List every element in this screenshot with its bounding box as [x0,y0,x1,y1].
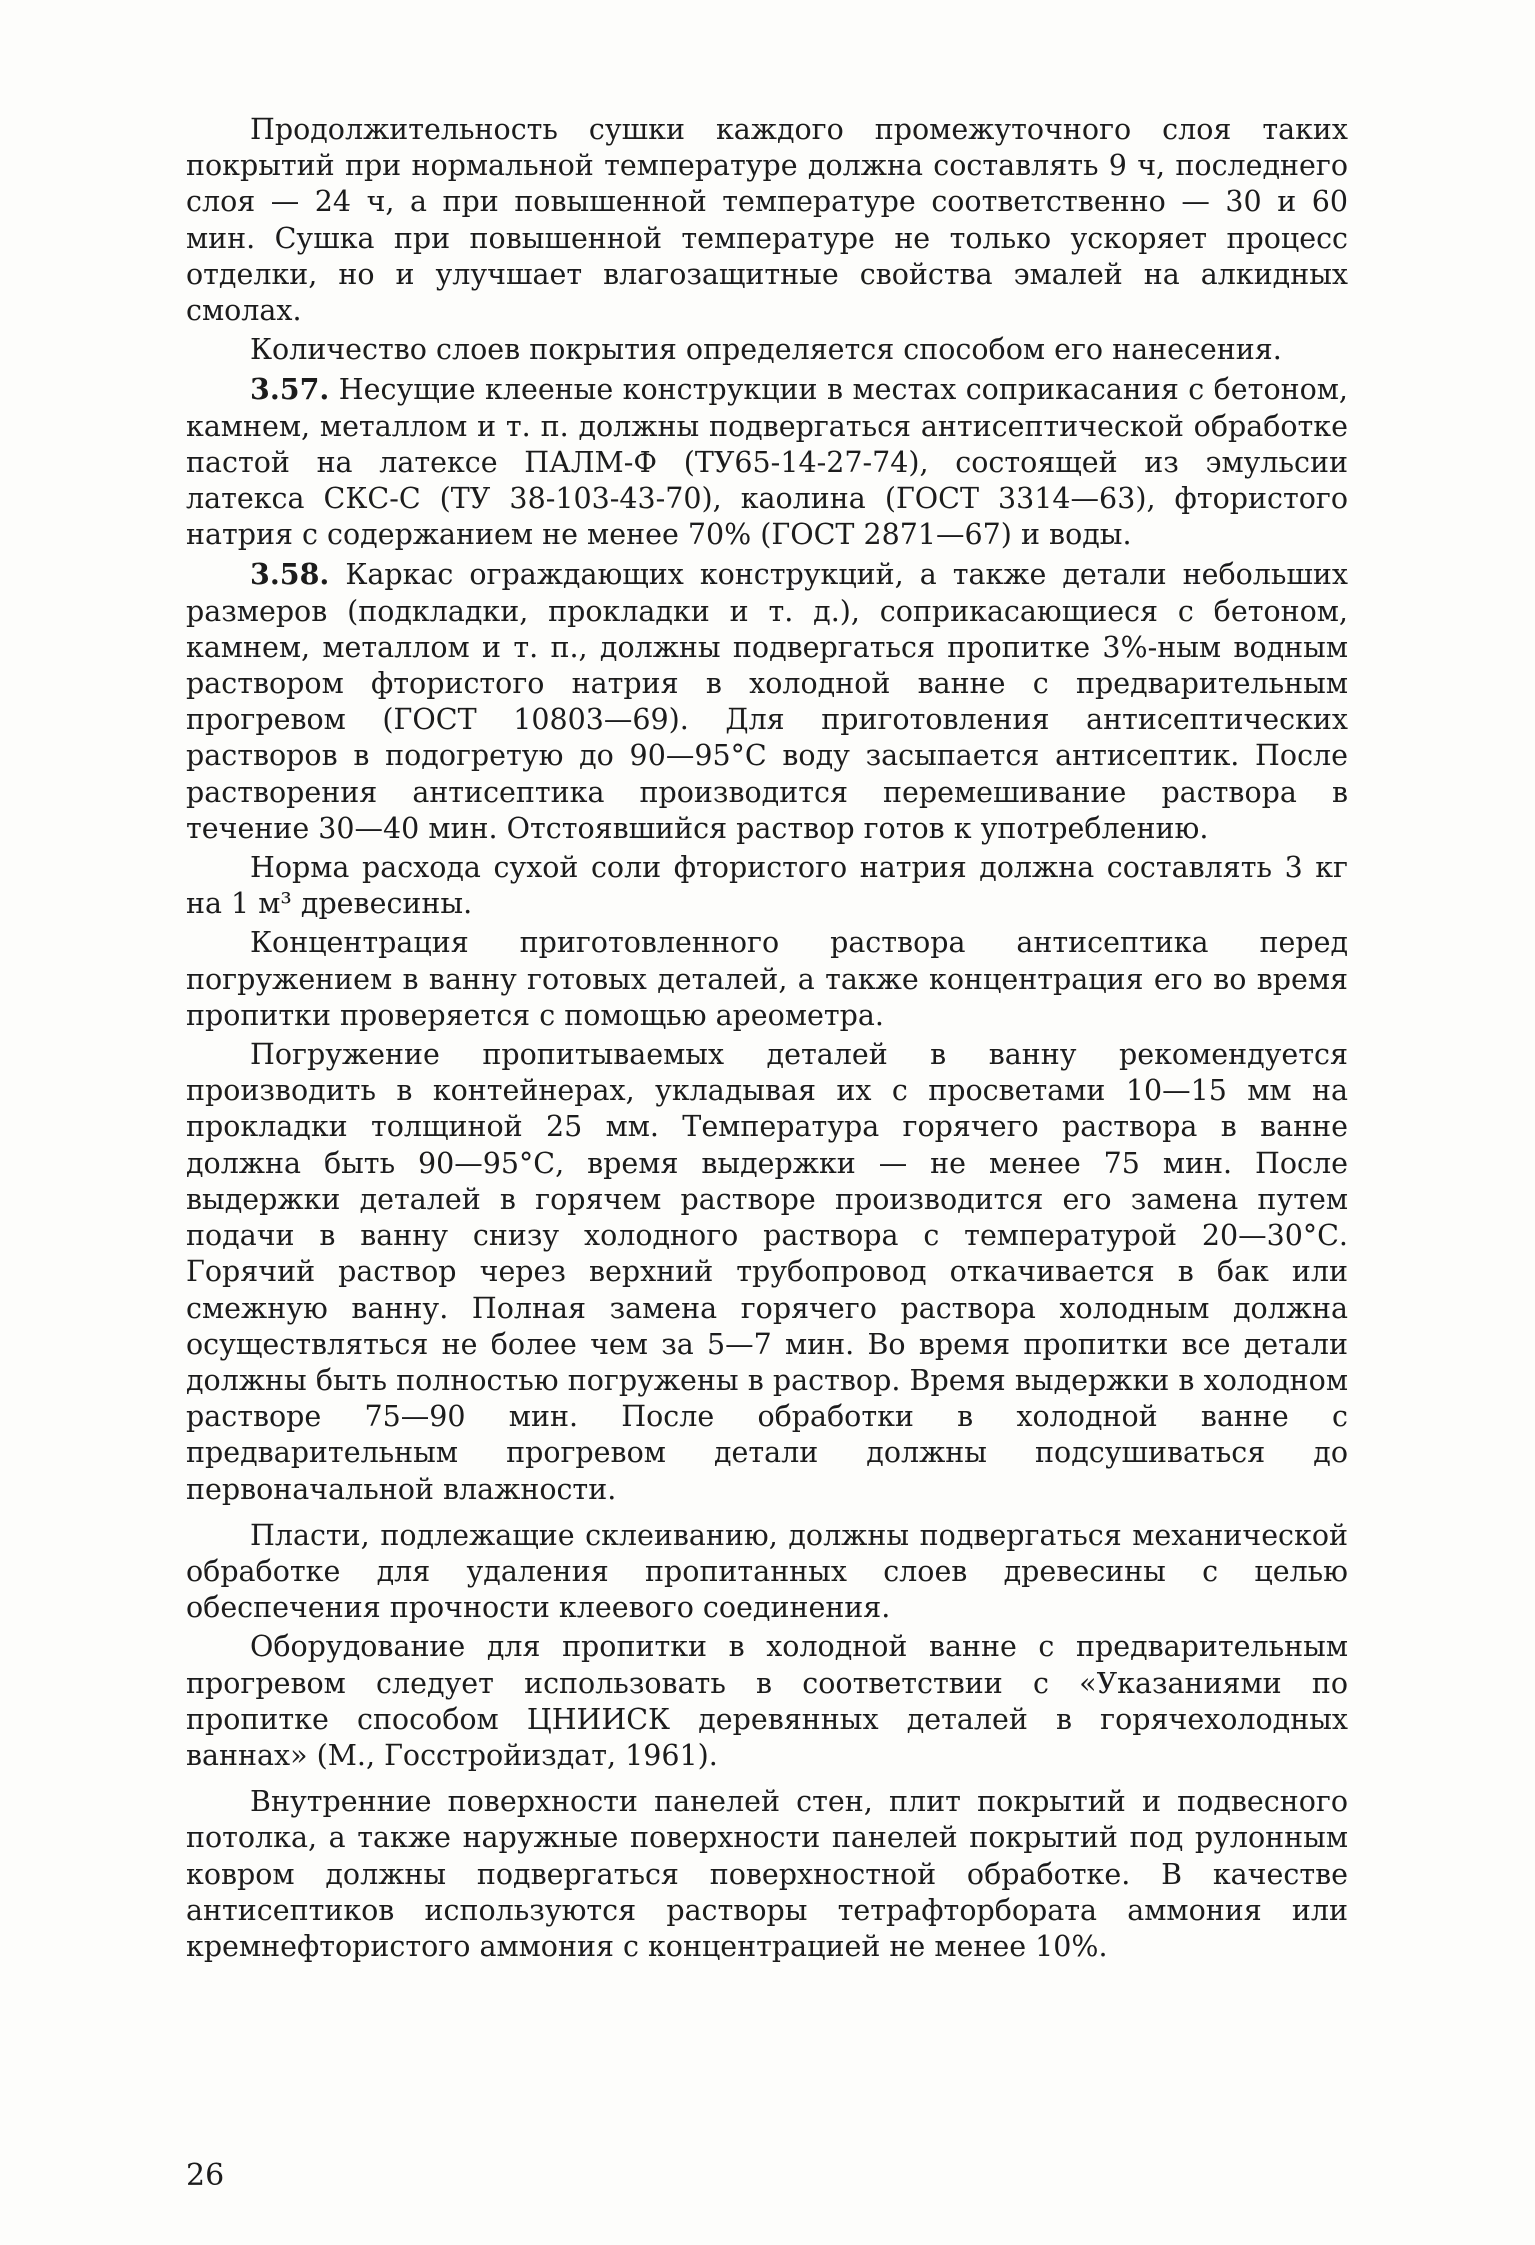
paragraph-text: Количество слоев покрытия определяется способом его нанесения. [250,333,1282,367]
paragraph-text: Внутренние поверхности панелей стен, плит покрытий и подвесного потолка, а также наружные поверхности панелей покрытий под рулонным ковром должны подвергаться поверхностной обработке. В качестве антисептиков используются растворы тетрафторбората аммония или кремнефтористого аммония с концентрацией не менее 10%. [186,1785,1348,1963]
body-text [186,112,1348,1968]
section-number: 3.57. [250,372,330,407]
paragraph-layer-count [186,332,1348,368]
section-3-57 [186,371,1348,553]
section-number: 3.58. [250,557,330,592]
section-3-58 [186,556,1348,847]
paragraph-text: Норма расхода сухой соли фтористого натрия должна составлять 3 кг на 1 м³ древесины. [186,851,1348,921]
paragraph-text: Погружение пропитываемых деталей в ванну рекомендуется производить в контейнерах, укладывая их с просветами 10—15 мм на прокладки толщиной 25 мм. Температура горячего раствора в ванне должна быть 90—95°С, время выдержки — не менее 75 мин. После выдержки деталей в горячем растворе производится его замена путем подачи в ванну снизу холодного раствора с температурой 20—30°С. Горячий раствор через верхний трубопровод откачивается в бак или смежную ванну. Полная замена горячего раствора холодным должна осуществляться не более чем за 5—7 мин. Во время пропитки все детали должны быть полностью погружены в раствор. Время выдержки в холодном растворе 75—90 мин. После обработки в холодной ванне с предварительным прогревом детали должны подсушиваться до первоначальной влажности. [186,1038,1348,1506]
paragraph-text: Оборудование для пропитки в холодной ванне с предварительным прогревом следует использовать в соответствии с «Указаниями по пропитке способом ЦНИИСК деревянных деталей в горячехолодных ваннах» (М., Госстройиздат, 1961). [186,1630,1348,1772]
paragraph-concentration [186,925,1348,1034]
paragraph-text: Каркас ограждающих конструкций, а также детали небольших размеров (подкладки, прокладки и т. д.), соприкасающиеся с бетоном, камнем, металлом и т. п., должны подвергаться пропитке 3%-ным водным раствором фтористого натрия в холодной ванне с предварительным прогревом (ГОСТ 10803—69). Для приготовления антисептических растворов в подогретую до 90—95°С воду засыпается антисептик. После растворения антисептика производится перемешивание раствора в течение 30—40 мин. Отстоявшийся раствор готов к употреблению. [186,558,1348,845]
paragraph-surface-treatment [186,1784,1348,1965]
page-number: 26 [186,2158,225,2193]
paragraph-plies [186,1518,1348,1627]
paragraph-equipment [186,1629,1348,1774]
paragraph-text: Концентрация приготовленного раствора антисептика перед погружением в ванну готовых деталей, а также концентрация его во время пропитки проверяется с помощью ареометра. [186,926,1348,1032]
paragraph-text: Несущие клееные конструкции в местах соприкасания с бетоном, камнем, металлом и т. п. должны подвергаться антисептической обработке пастой на латексе ПАЛМ-Ф (ТУ65-14-27-74), состоящей из эмульсии латекса СКС-С (ТУ 38-103-43-70), каолина (ГОСТ 3314—63), фтористого натрия с содержанием не менее 70% (ГОСТ 2871—67) и воды. [186,373,1348,552]
paragraph-text: Пласти, подлежащие склеиванию, должны подвергаться механической обработке для удаления пропитанных слоев древесины с целью обеспечения прочности клеевого соединения. [186,1518,1348,1625]
paragraph-immersion [186,1037,1348,1508]
paragraph-text: Продолжительность сушки каждого промежуточного слоя таких покрытий при нормальной температуре должна составлять 9 ч, последнего слоя — 24 ч, а при повышенной температуре соответственно — 30 и 60 мин. Сушка при повышенной температуре не только ускоряет процесс отделки, но и улучшает влагозащитные свойства эмалей на алкидных смолах. [186,113,1348,328]
paragraph-drying-duration [186,112,1348,329]
paragraph-salt-norm [186,850,1348,922]
